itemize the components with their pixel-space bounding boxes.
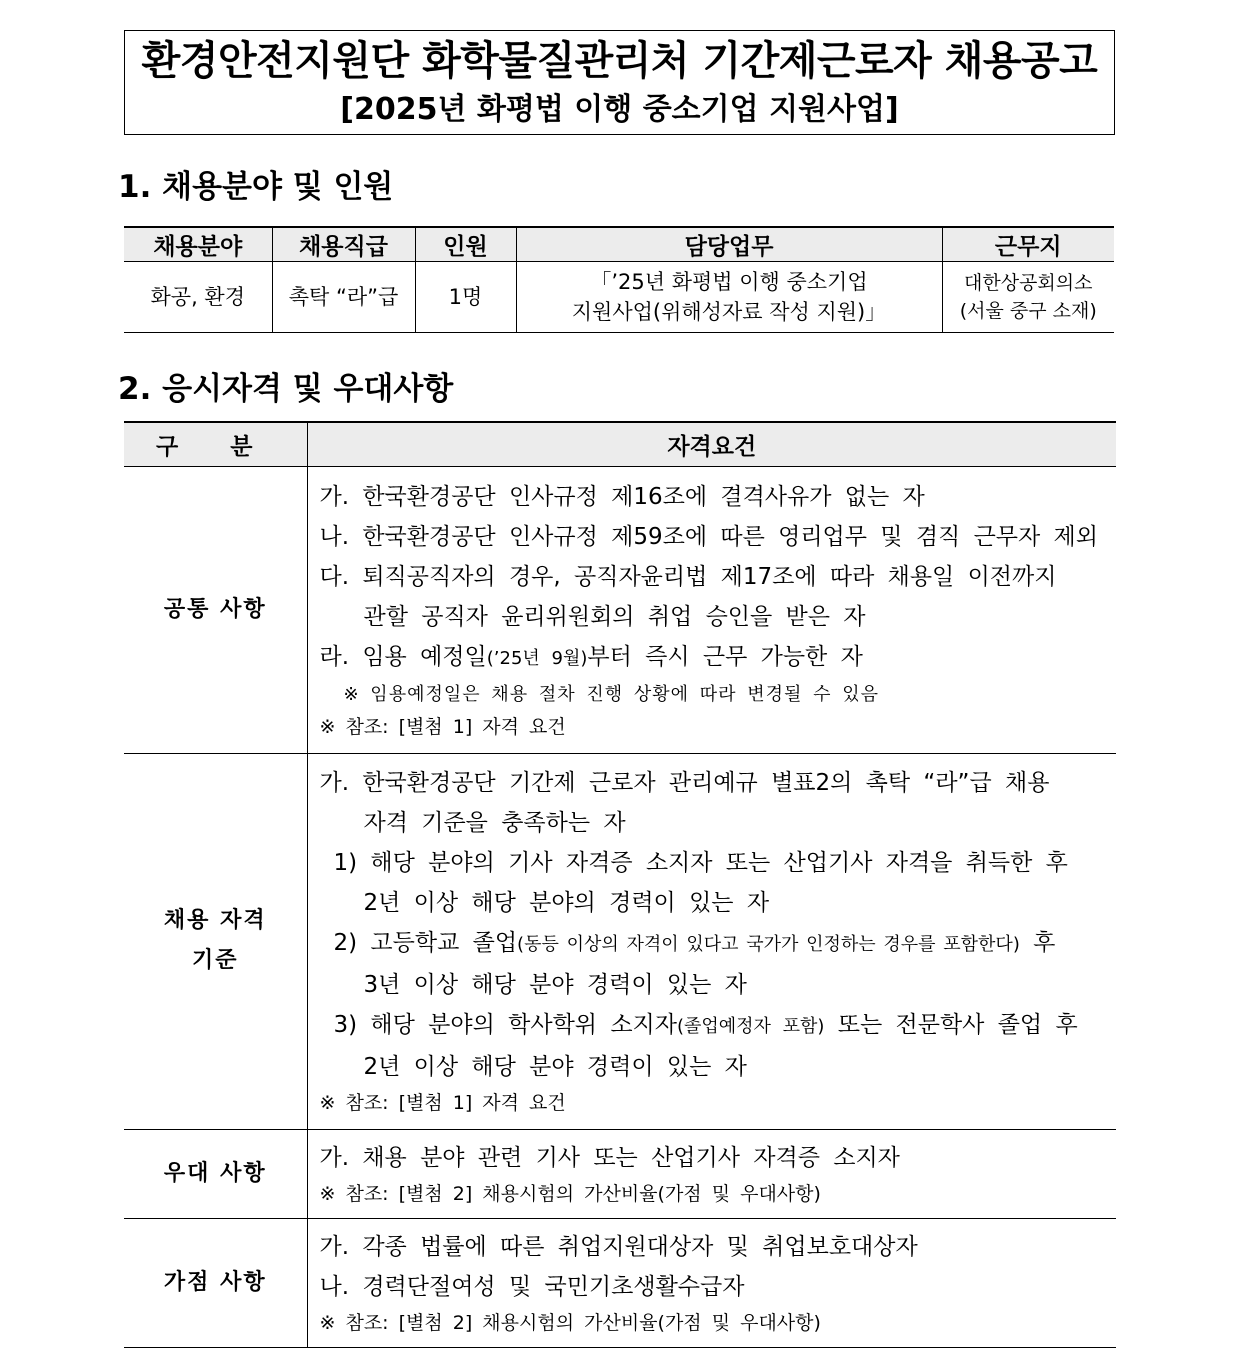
table-header-row <box>124 227 1114 262</box>
header-field: 채용분야 <box>124 227 272 262</box>
cell-field: 화공, 환경 <box>124 262 272 333</box>
qual-label-line1: 채용 자격 <box>163 908 267 933</box>
duty-line1: 「’25년 화평법 이행 중소기업 <box>590 270 868 294</box>
header-requirements: 자격요건 <box>307 422 1116 466</box>
qual-line6: 3년 이상 해당 분야 경력이 있는 자 <box>363 972 747 998</box>
pref-line1: 가. 채용 분야 관련 기사 또는 산업기사 자격증 소지자 <box>319 1144 900 1171</box>
header-place: 근무지 <box>942 227 1114 262</box>
bonus-note-ref: ※ 참조: [별첨 2] 채용시험의 가산비율(가점 및 우대사항) <box>319 1311 821 1334</box>
table-row <box>124 753 1116 1129</box>
category-preference: 우대 사항 <box>124 1129 307 1218</box>
header-grade: 채용직급 <box>272 227 415 262</box>
cell-place <box>942 262 1114 333</box>
qual-line5-c: 후 <box>1019 930 1056 956</box>
qual-line7 <box>320 1005 1107 1047</box>
header-category: 구 분 <box>124 422 307 466</box>
page-subtitle: [2025년 화평법 이행 중소기업 지원사업] <box>340 92 899 127</box>
ra-text-a: 라. 임용 예정일 <box>319 643 487 670</box>
common-item-ra <box>320 637 1107 679</box>
cell-duty <box>516 262 942 333</box>
qual-line5-b: (동등 이상의 자격이 있다고 국가가 인정하는 경우를 포함한다) <box>517 934 1020 955</box>
header-count: 인원 <box>415 227 516 262</box>
ra-text-b: (’25년 9월) <box>486 647 588 669</box>
requirements-common <box>307 466 1116 753</box>
qual-line8: 2년 이상 해당 분야 경력이 있는 자 <box>363 1054 747 1080</box>
qual-line5 <box>320 923 1107 965</box>
table-header-row <box>124 422 1116 466</box>
common-item-da: 다. 퇴직공직자의 경우, 공직자윤리법 제17조에 따라 채용일 이전까지 <box>319 563 1057 590</box>
qual-line4: 2년 이상 해당 분야의 경력이 있는 자 <box>363 890 770 916</box>
common-note-change: ※ 임용예정일은 채용 절차 진행 상황에 따라 변경될 수 있음 <box>343 683 879 705</box>
table-row <box>124 466 1116 753</box>
requirements-preference <box>307 1129 1116 1218</box>
place-line1: 대한상공회의소 <box>964 272 1093 294</box>
duty-line2: 지원사업(위해성자료 작성 지원)」 <box>571 300 887 324</box>
qual-line1: 가. 한국환경공단 기간제 근로자 관리예규 별표2의 촉탁 “라”급 채용 <box>319 770 1050 796</box>
qual-line5-a: 2) 고등학교 졸업 <box>333 930 518 956</box>
common-note-ref: ※ 참조: [별첨 1] 자격 요건 <box>319 715 566 738</box>
requirements-qualification <box>307 753 1116 1129</box>
cell-grade: 촉탁 “라”급 <box>272 262 415 333</box>
recruitment-table <box>124 226 1114 333</box>
header-duty: 담당업무 <box>516 227 942 262</box>
bonus-line2: 나. 경력단절여성 및 국민기초생활수급자 <box>319 1273 745 1300</box>
requirements-bonus <box>307 1218 1116 1347</box>
qual-note-ref: ※ 참조: [별첨 1] 자격 요건 <box>319 1092 566 1114</box>
section1-heading: 1. 채용분야 및 인원 <box>118 169 394 205</box>
qual-label-line2: 기준 <box>191 948 239 973</box>
common-item-na: 나. 한국환경공단 인사규정 제59조에 따른 영리업무 및 겸직 근무자 제외 <box>319 523 1098 550</box>
cell-count: 1명 <box>415 262 516 333</box>
category-common: 공통 사항 <box>124 466 307 753</box>
table-row <box>124 262 1114 333</box>
qual-line7-b: (졸업예정자 포함) <box>676 1016 825 1037</box>
common-item-da-cont: 관할 공직자 윤리위원회의 취업 승인을 받은 자 <box>363 603 866 630</box>
category-qualification <box>124 753 307 1129</box>
table-row <box>124 1129 1116 1218</box>
qual-line2: 자격 기준을 충족하는 자 <box>363 810 626 836</box>
pref-note-ref: ※ 참조: [별첨 2] 채용시험의 가산비율(가점 및 우대사항) <box>319 1182 821 1205</box>
bonus-line1: 가. 각종 법률에 따른 취업지원대상자 및 취업보호대상자 <box>319 1233 918 1260</box>
qualification-table <box>124 421 1116 1348</box>
page-title: 환경안전지원단 화학물질관리처 기간제근로자 채용공고 <box>141 38 1098 84</box>
ra-text-c: 부터 즉시 근무 가능한 자 <box>587 643 863 670</box>
place-line2: (서울 중구 소재) <box>959 300 1097 322</box>
qual-line7-c: 또는 전문학사 졸업 후 <box>824 1012 1078 1038</box>
qual-line7-a: 3) 해당 분야의 학사학위 소지자 <box>333 1012 677 1038</box>
title-box <box>124 30 1115 135</box>
qual-line3: 1) 해당 분야의 기사 자격증 소지자 또는 산업기사 자격을 취득한 후 <box>333 850 1068 876</box>
category-bonus: 가점 사항 <box>124 1218 307 1347</box>
table-row <box>124 1218 1116 1347</box>
section2-heading: 2. 응시자격 및 우대사항 <box>118 371 454 407</box>
common-item-ga: 가. 한국환경공단 인사규정 제16조에 결격사유가 없는 자 <box>319 483 925 510</box>
